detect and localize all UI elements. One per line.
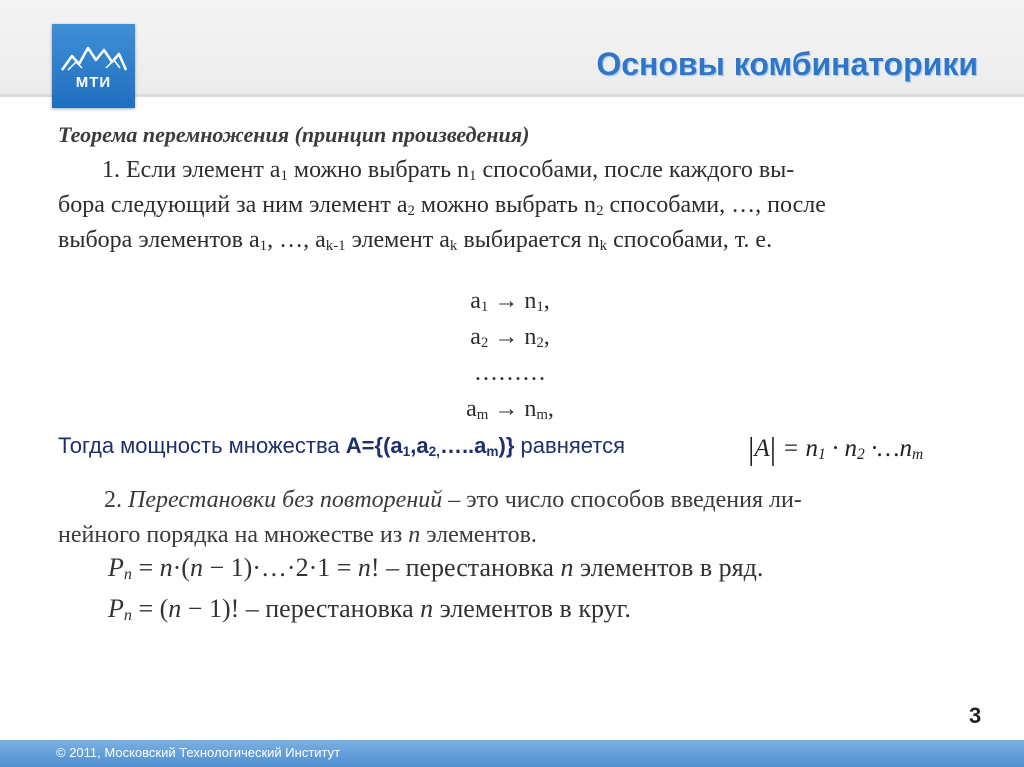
theorem-paragraph: [58, 153, 998, 258]
set-definition: $A=\{(a_1,a_{2,}\dots..a_m)\}$: [345, 433, 515, 459]
mapping-list: [420, 283, 600, 427]
mountains-icon: [52, 24, 135, 108]
theorem-line-3: выбора элементов $а_1$, …, $a_{k-1}$ элемент $a_k$ выбирается $n_k$ способами, т. е.: [58, 227, 773, 254]
linear-permutation-formula: $P_n = n\cdot(n$ − 1)·…·2·1 = n! – перестановка n элементов в ряд.: [108, 553, 764, 583]
cardinality-formula: $|A| = n_1 \cdot n_2$ $\cdot\dots n_m$: [748, 430, 924, 466]
slide-title: Основы комбинаторики: [596, 46, 978, 82]
mti-logo: [52, 24, 135, 108]
set-power-statement: Тогда мощность множества $A=\{(a_1,a_{2,}\dots..a_m)\}$ равняется: [58, 433, 626, 459]
slide-number: 3: [969, 703, 982, 728]
logo-text: МТИ: [75, 74, 112, 91]
footer-copyright: © 2011, Московский Технологический Институт: [56, 745, 341, 760]
theorem-line-1: 1. Если элемент $а_1$ можно выбрать $n_1$ способами, после каждого вы-: [102, 157, 795, 184]
mapping-ellipsis: ………: [474, 360, 546, 386]
theorem-line-2: бора следующий за ним элемент $а_2$ можно выбрать $n_2$ способами, …, после: [58, 192, 826, 219]
header-divider: [0, 94, 1024, 97]
mapping-row-2: $a_2 \to n_2$,: [470, 324, 550, 351]
circular-permutation-formula: $P_n = (n - 1)$! – перестановка n элементов в круг.: [108, 594, 631, 624]
permutations-line-2: нейного порядка на множестве из n элементов.: [58, 522, 537, 548]
permutations-line-1: 2. Перестановки без повторений – это число способов введения ли-: [104, 487, 802, 513]
mapping-row-m: $a_m \to n_m$,: [466, 396, 554, 423]
footer-bar: [0, 740, 1024, 767]
theorem-title: Теорема перемножения (принцип произведения): [58, 122, 530, 147]
permutations-paragraph: [58, 483, 1008, 553]
mapping-row-1: $a_1 \to n_1$,: [470, 288, 550, 315]
